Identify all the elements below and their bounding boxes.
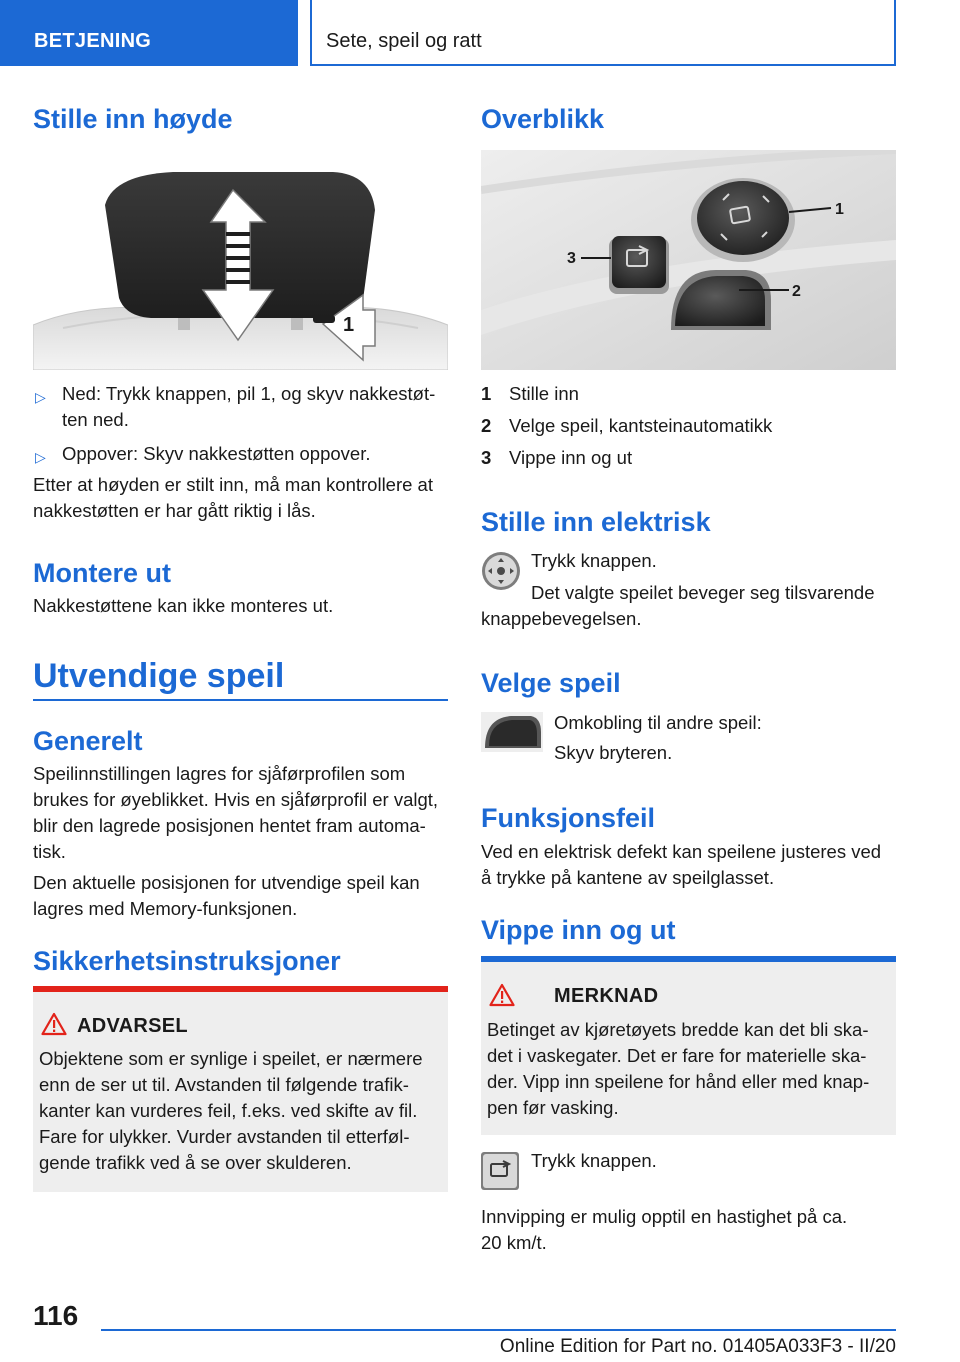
overview-callout-1: 1	[835, 201, 844, 218]
paragraph-check-lock: Etter at høyden er stilt inn, må man kontrollere at nakkestøtten er har gått riktig i lås.	[33, 474, 433, 521]
heading-remove: Montere ut	[33, 558, 171, 588]
paragraph-general-2: Den aktuelle posisjonen for utvendige speil kan lagres med Memory-funksjonen.	[33, 872, 420, 919]
heading-adjust-height: Stille inn høyde	[33, 104, 233, 134]
footer-edition: Online Edition for Part no. 01405A033F3 - II/20	[499, 1336, 896, 1357]
page-number: 116	[33, 1300, 79, 1331]
list-item: 2 Velge speil, kantsteinautomatikk	[481, 415, 773, 436]
paragraph-fold-2: Innvipping er mulig opptil en hastighet på ca. 20 km/t.	[481, 1206, 848, 1253]
triangle-bullet-icon: ▷	[35, 449, 46, 465]
footer-rule	[101, 1329, 896, 1331]
heading-overview: Overblikk	[481, 104, 605, 134]
heading-electric-adjust: Stille inn elektrisk	[481, 507, 711, 537]
paragraph-fold-1: Trykk knappen.	[531, 1150, 657, 1171]
paragraph-electric-1: Trykk knappen.	[531, 550, 657, 571]
overview-callout-3: 3	[567, 250, 576, 267]
heading-safety: Sikkerhetsinstruksjoner	[33, 946, 341, 976]
notice-box	[481, 956, 896, 1135]
headrest-callout-1: 1	[343, 314, 355, 336]
header-chapter-box	[310, 0, 896, 66]
triangle-bullet-icon: ▷	[35, 389, 46, 405]
overview-legend-list	[481, 381, 896, 477]
heading-malfunction: Funksjonsfeil	[481, 803, 656, 833]
headrest-illustration	[33, 150, 448, 370]
heading-exterior-mirrors: Utvendige speil	[33, 657, 285, 695]
headrest-steps-list	[33, 381, 448, 475]
heading-fold: Vippe inn og ut	[481, 915, 676, 945]
paragraph-general-1: Speilinnstillingen lagres for sjåførprofilen som brukes for øyeblikket. Hvis en sjåførprofil er valgt, blir den lagrede posisjonen hentet fram automa‐tisk.	[33, 763, 439, 862]
warning-triangle-icon	[41, 1012, 67, 1036]
overview-callout-2: 2	[792, 283, 801, 300]
list-item: 1 Stille inn	[481, 383, 579, 404]
heading-rule	[33, 699, 448, 701]
paragraph-remove: Nakkestøttene kan ikke monteres ut.	[33, 595, 334, 616]
list-item: 3 Vippe inn og ut	[481, 447, 633, 468]
paragraph-select-2: Skyv bryteren.	[554, 742, 673, 763]
mirror-switch-icon	[481, 712, 543, 752]
list-item: ▷ Oppover: Skyv nakkestøtten oppover.	[33, 441, 448, 467]
warning-text: Objektene som er synlige i speilet, er nærmere enn de ser ut til. Avstanden til følgende trafik‐kanter kan vurderes feil, f.eks. ved skifte av fil. Fare for ulykker. Vurder avstanden til etterføl‐gende trafikk ved å se over skulderen.	[39, 1048, 423, 1173]
header-section-tab	[0, 0, 298, 66]
heading-general: Generelt	[33, 726, 143, 756]
headrest-drawing	[33, 150, 448, 370]
paragraph-select-1: Omkobling til andre speil:	[554, 712, 762, 733]
mirror-control-drawing	[481, 150, 896, 370]
warning-box	[33, 986, 448, 1192]
mirror-control-illustration	[481, 150, 896, 370]
notice-bar	[481, 956, 896, 962]
paragraph-malfunction: Ved en elektrisk defekt kan speilene justeres ved å trykke på kantene av speilglasset.	[481, 841, 882, 888]
heading-select-mirror: Velge speil	[481, 668, 621, 698]
warning-bar	[33, 986, 448, 992]
notice-text: Betinget av kjøretøyets bredde kan det bli ska‐det i vaskegater. Det er fare for materielle ska‐der. Vipp inn speilene for hånd eller med knap‐pen før vasking.	[487, 1019, 870, 1118]
paragraph-electric-2: Det valgte speilet beveger seg tilsvarende knappebevegelsen.	[481, 582, 875, 629]
notice-title: MERKNAD	[554, 985, 659, 1007]
header-section-label: BETJENING	[34, 30, 152, 52]
notice-triangle-icon	[489, 983, 515, 1007]
warning-title: ADVARSEL	[77, 1015, 188, 1037]
mirror-fold-button-icon	[481, 1152, 519, 1190]
list-item: ▷ Ned: Trykk knappen, pil 1, og skyv nakkestøt‐ten ned.	[35, 383, 436, 430]
header-chapter-label: Sete, speil og ratt	[326, 30, 482, 52]
